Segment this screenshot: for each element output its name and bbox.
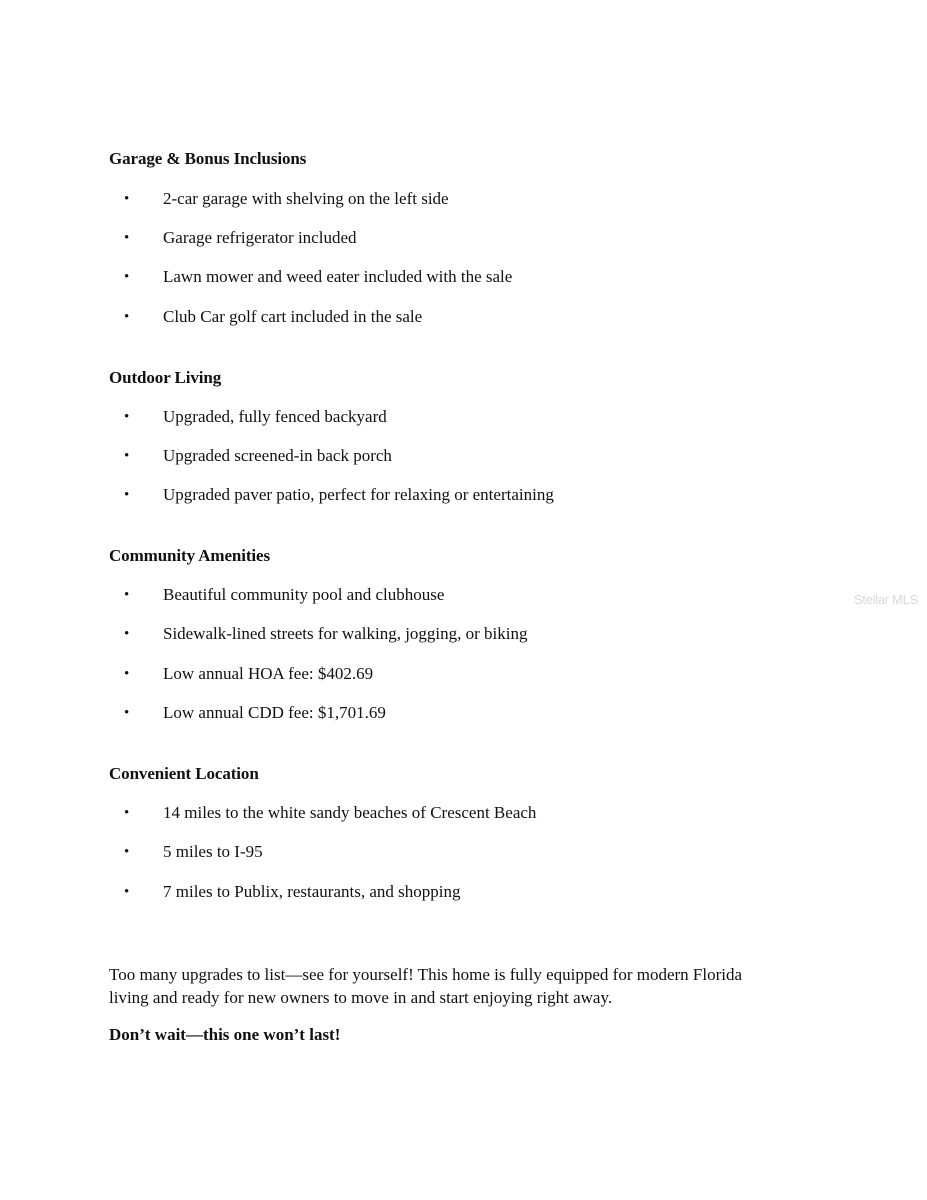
bullet-icon: • <box>124 884 130 900</box>
bullet-icon: • <box>124 587 130 603</box>
bullet-icon: • <box>124 705 130 721</box>
bullet-icon: • <box>124 230 130 246</box>
bullet-icon: • <box>124 309 130 325</box>
closing-call-to-action: Don’t wait—this one won’t last! <box>109 1025 341 1044</box>
list-item-text: Low annual HOA fee: $402.69 <box>163 664 374 683</box>
list-item-text: 14 miles to the white sandy beaches of Crescent Beach <box>163 803 537 822</box>
bullet-icon: • <box>124 844 130 860</box>
closing-line: living and ready for new owners to move in and start enjoying right away. <box>109 988 613 1007</box>
list-item-text: 7 miles to Publix, restaurants, and shopping <box>163 882 461 901</box>
bullet-icon: • <box>124 448 130 464</box>
section-garage-bonus <box>109 149 869 326</box>
bullet-icon: • <box>124 666 130 682</box>
list-item-text: Garage refrigerator included <box>163 228 357 247</box>
bullet-icon: • <box>124 487 130 503</box>
list-item-text: Club Car golf cart included in the sale <box>163 307 423 326</box>
bullet-icon: • <box>124 626 130 642</box>
section-heading: Convenient Location <box>109 764 259 783</box>
bullet-icon: • <box>124 409 130 425</box>
bullet-icon: • <box>124 269 130 285</box>
list-item-text: Upgraded paver patio, perfect for relaxing or entertaining <box>163 485 554 504</box>
bullet-icon: • <box>124 191 130 207</box>
list-item-text: Upgraded, fully fenced backyard <box>163 407 387 426</box>
watermark: Stellar MLS <box>854 592 918 607</box>
list-item-text: 5 miles to I-95 <box>163 842 263 861</box>
list-item-text: Beautiful community pool and clubhouse <box>163 585 445 604</box>
section-convenient-location <box>109 764 869 901</box>
section-heading: Community Amenities <box>109 546 271 565</box>
closing-line: Too many upgrades to list—see for yourself! This home is fully equipped for modern Florida <box>109 965 743 984</box>
list-item-text: Lawn mower and weed eater included with the sale <box>163 267 513 286</box>
section-heading: Outdoor Living <box>109 368 222 387</box>
list-item-text: Upgraded screened-in back porch <box>163 446 392 465</box>
list-item-text: Sidewalk-lined streets for walking, jogging, or biking <box>163 624 528 643</box>
section-outdoor-living <box>109 368 869 504</box>
list-item-text: Low annual CDD fee: $1,701.69 <box>163 703 386 722</box>
section-heading: Garage & Bonus Inclusions <box>109 149 307 168</box>
closing-paragraph <box>109 963 809 1009</box>
bullet-icon: • <box>124 805 130 821</box>
section-community-amenities <box>109 546 869 722</box>
list-item-text: 2-car garage with shelving on the left side <box>163 189 449 208</box>
